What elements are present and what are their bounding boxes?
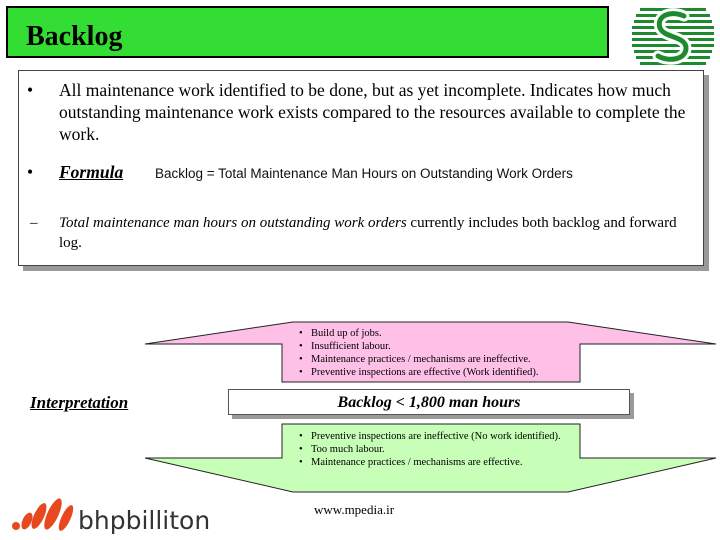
company-name: bhpbilliton — [78, 506, 211, 535]
threshold-box — [228, 389, 630, 415]
formula-expression: Backlog = Total Maintenance Man Hours on Outstanding Work Orders — [155, 166, 573, 181]
bhpbilliton-logo — [8, 492, 223, 538]
bhp-dots-icon — [12, 496, 76, 532]
below-threshold-list — [299, 430, 561, 469]
list-item: • Preventive inspections are ineffective (No work identified). — [299, 431, 561, 442]
list-item: • Insufficient labour. — [299, 341, 391, 352]
above-threshold-list — [299, 327, 539, 379]
formula-note-emphasis: Total maintenance man hours on outstanding work orders — [59, 215, 407, 231]
list-item: • Too much labour. — [299, 444, 385, 455]
list-item: • Preventive inspections are effective (Work identified). — [299, 367, 539, 378]
formula-label: Formula — [59, 162, 124, 182]
list-item: • Maintenance practices / mechanisms are effective. — [299, 457, 523, 468]
threshold-label: Backlog < 1,800 man hours — [337, 394, 521, 411]
bullet-marker: • — [27, 162, 34, 182]
formula-note-rest: currently includes both backlog and forward log. — [59, 215, 677, 251]
website-url: www.mpedia.ir — [314, 502, 395, 517]
definition-text: All maintenance work identified to be done, but as yet incomplete. Indicates how much outstanding maintenance work exists compared to the resources available to complete the work. — [59, 80, 686, 144]
slide-title: Backlog — [26, 21, 123, 52]
interpretation-label: Interpretation — [30, 393, 129, 412]
list-item: • Build up of jobs. — [299, 328, 382, 339]
sub-bullet-marker: – — [30, 215, 38, 231]
bullet-marker: • — [27, 80, 34, 100]
list-item: • Maintenance practices / mechanisms are ineffective. — [299, 354, 531, 365]
